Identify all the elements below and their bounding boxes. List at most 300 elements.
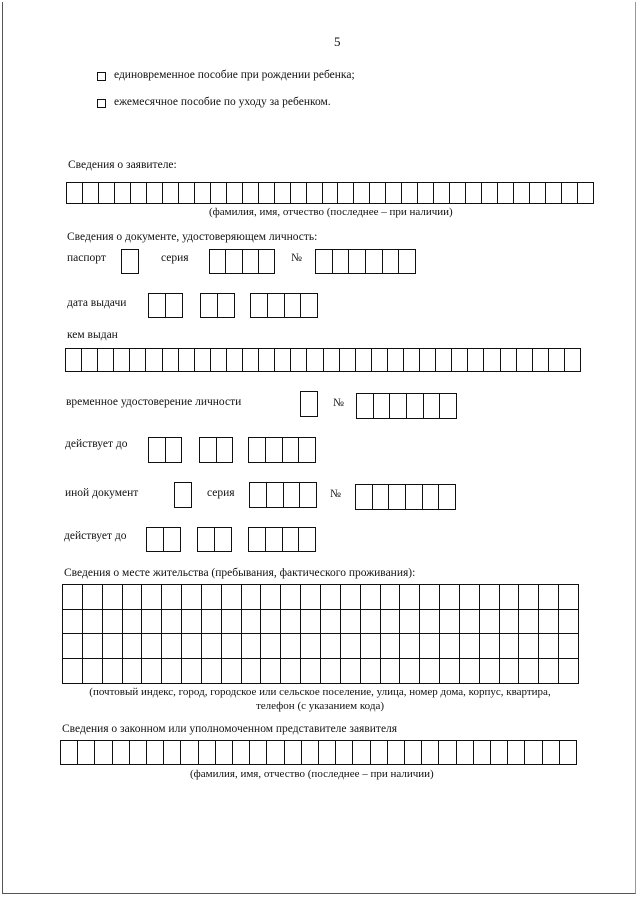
input-cell[interactable]: [321, 585, 341, 609]
input-cell[interactable]: [122, 250, 138, 273]
temp-id-valid-until-label: действует до: [65, 438, 128, 450]
input-cell[interactable]: [291, 183, 307, 203]
input-cell[interactable]: [549, 349, 565, 371]
temp-id-valid-day-field[interactable]: [148, 437, 182, 463]
input-cell[interactable]: [130, 741, 147, 764]
other-doc-number-sign: №: [330, 488, 341, 500]
input-cell[interactable]: [338, 183, 354, 203]
temp-id-valid-year-field[interactable]: [248, 437, 316, 463]
input-cell[interactable]: [361, 585, 381, 609]
input-cell[interactable]: [539, 610, 559, 634]
input-cell[interactable]: [131, 183, 147, 203]
input-cell[interactable]: [163, 349, 179, 371]
input-cell[interactable]: [480, 634, 500, 658]
input-cell[interactable]: [195, 183, 211, 203]
other-doc-series-label: серия: [207, 487, 235, 499]
input-cell[interactable]: [434, 183, 450, 203]
input-cell[interactable]: [226, 250, 242, 273]
input-cell[interactable]: [407, 394, 424, 418]
input-cell[interactable]: [63, 610, 83, 634]
input-cell[interactable]: [301, 634, 321, 658]
input-cell[interactable]: [539, 585, 559, 609]
input-cell[interactable]: [182, 634, 202, 658]
input-cell[interactable]: [202, 585, 222, 609]
temp-id-label: временное удостоверение личности: [66, 396, 242, 408]
input-cell[interactable]: [440, 610, 460, 634]
grid-row: [63, 585, 578, 610]
input-cell[interactable]: [259, 183, 275, 203]
input-cell[interactable]: [389, 485, 406, 509]
input-cell[interactable]: [386, 183, 402, 203]
input-cell[interactable]: [460, 610, 480, 634]
input-cell[interactable]: [450, 183, 466, 203]
input-cell[interactable]: [301, 659, 321, 684]
input-cell[interactable]: [402, 183, 418, 203]
input-cell[interactable]: [66, 349, 82, 371]
input-cell[interactable]: [559, 585, 578, 609]
input-cell[interactable]: [480, 659, 500, 684]
input-cell[interactable]: [218, 294, 234, 317]
identity-doc-heading: Сведения о документе, удостоверяющем личность:: [67, 231, 318, 243]
input-cell[interactable]: [578, 183, 593, 203]
input-cell[interactable]: [78, 741, 95, 764]
input-cell[interactable]: [340, 349, 356, 371]
passport-series-label: серия: [161, 252, 189, 264]
input-cell[interactable]: [227, 183, 243, 203]
temp-id-valid-month-field[interactable]: [199, 437, 233, 463]
other-doc-checkbox[interactable]: [174, 482, 192, 508]
input-cell[interactable]: [418, 183, 434, 203]
input-cell[interactable]: [302, 741, 319, 764]
input-cell[interactable]: [321, 610, 341, 634]
input-cell[interactable]: [353, 741, 370, 764]
input-cell[interactable]: [275, 349, 291, 371]
input-cell[interactable]: [281, 634, 301, 658]
input-cell[interactable]: [399, 250, 415, 273]
input-cell[interactable]: [211, 349, 227, 371]
input-cell[interactable]: [149, 294, 166, 317]
input-cell[interactable]: [163, 183, 179, 203]
input-cell[interactable]: [63, 634, 83, 658]
input-cell[interactable]: [400, 634, 420, 658]
input-cell[interactable]: [316, 250, 333, 273]
input-cell[interactable]: [123, 634, 143, 658]
input-cell[interactable]: [123, 659, 143, 684]
input-cell[interactable]: [142, 634, 162, 658]
input-cell[interactable]: [517, 349, 533, 371]
issue-date-label: дата выдачи: [67, 297, 127, 309]
input-cell[interactable]: [281, 659, 301, 684]
input-cell[interactable]: [300, 483, 316, 507]
input-cell[interactable]: [539, 659, 559, 684]
input-cell[interactable]: [460, 585, 480, 609]
input-cell[interactable]: [249, 438, 266, 462]
input-cell[interactable]: [560, 741, 576, 764]
input-cell[interactable]: [508, 741, 525, 764]
input-cell[interactable]: [103, 659, 123, 684]
input-cell[interactable]: [390, 394, 407, 418]
temp-id-checkbox[interactable]: [300, 391, 318, 417]
input-cell[interactable]: [354, 183, 370, 203]
page-number: 5: [334, 34, 341, 49]
input-cell[interactable]: [361, 659, 381, 684]
input-cell[interactable]: [63, 659, 83, 684]
input-cell[interactable]: [83, 585, 103, 609]
input-cell[interactable]: [559, 659, 578, 684]
input-cell[interactable]: [404, 349, 420, 371]
input-cell[interactable]: [222, 659, 242, 684]
residence-address-grid[interactable]: [62, 584, 579, 684]
input-cell[interactable]: [482, 183, 498, 203]
input-cell[interactable]: [251, 294, 268, 317]
input-cell[interactable]: [374, 394, 391, 418]
input-cell[interactable]: [324, 349, 340, 371]
input-cell[interactable]: [210, 250, 226, 273]
input-cell[interactable]: [559, 610, 578, 634]
input-cell[interactable]: [420, 659, 440, 684]
input-cell[interactable]: [130, 349, 146, 371]
input-cell[interactable]: [250, 741, 267, 764]
input-cell[interactable]: [452, 349, 468, 371]
input-cell[interactable]: [341, 610, 361, 634]
input-cell[interactable]: [243, 183, 259, 203]
input-cell[interactable]: [162, 610, 182, 634]
input-cell[interactable]: [440, 659, 460, 684]
input-cell[interactable]: [466, 183, 482, 203]
input-cell[interactable]: [341, 634, 361, 658]
input-cell[interactable]: [420, 585, 440, 609]
grid-row: [63, 659, 578, 684]
input-cell[interactable]: [519, 634, 539, 658]
input-cell[interactable]: [243, 250, 259, 273]
representative-heading: Сведения о законном или уполномоченном представителе заявителя: [62, 723, 398, 735]
input-cell[interactable]: [266, 528, 283, 551]
other-doc-label: иной документ: [65, 487, 139, 499]
input-cell[interactable]: [460, 634, 480, 658]
temp-id-number-field[interactable]: [356, 393, 457, 419]
input-cell[interactable]: [199, 741, 216, 764]
input-cell[interactable]: [440, 634, 460, 658]
input-cell[interactable]: [514, 183, 530, 203]
input-cell[interactable]: [381, 610, 401, 634]
input-cell[interactable]: [233, 741, 250, 764]
temp-id-number-sign: №: [333, 397, 344, 409]
input-cell[interactable]: [500, 610, 520, 634]
input-cell[interactable]: [182, 659, 202, 684]
input-cell[interactable]: [405, 741, 422, 764]
input-cell[interactable]: [83, 634, 103, 658]
input-cell[interactable]: [83, 610, 103, 634]
input-cell[interactable]: [242, 610, 262, 634]
input-cell[interactable]: [301, 610, 321, 634]
input-cell[interactable]: [283, 528, 300, 551]
input-cell[interactable]: [103, 634, 123, 658]
input-cell[interactable]: [82, 349, 98, 371]
input-cell[interactable]: [147, 528, 164, 551]
input-cell[interactable]: [500, 659, 520, 684]
input-cell[interactable]: [422, 741, 439, 764]
input-cell[interactable]: [546, 183, 562, 203]
input-cell[interactable]: [98, 349, 114, 371]
input-cell[interactable]: [115, 183, 131, 203]
input-cell[interactable]: [267, 483, 284, 507]
input-cell[interactable]: [491, 741, 508, 764]
input-cell[interactable]: [166, 438, 182, 462]
input-cell[interactable]: [420, 610, 440, 634]
input-cell[interactable]: [439, 741, 456, 764]
input-cell[interactable]: [227, 349, 243, 371]
input-cell[interactable]: [261, 610, 281, 634]
input-cell[interactable]: [222, 610, 242, 634]
input-cell[interactable]: [99, 183, 115, 203]
input-cell[interactable]: [275, 183, 291, 203]
input-cell[interactable]: [103, 610, 123, 634]
input-cell[interactable]: [436, 349, 452, 371]
input-cell[interactable]: [420, 349, 436, 371]
input-cell[interactable]: [361, 634, 381, 658]
input-cell[interactable]: [457, 741, 474, 764]
input-cell[interactable]: [142, 585, 162, 609]
input-cell[interactable]: [202, 634, 222, 658]
passport-series-field[interactable]: [209, 249, 275, 274]
input-cell[interactable]: [301, 585, 321, 609]
input-cell[interactable]: [291, 349, 307, 371]
input-cell[interactable]: [370, 183, 386, 203]
other-doc-valid-year-field[interactable]: [248, 527, 316, 552]
input-cell[interactable]: [198, 528, 215, 551]
passport-checkbox[interactable]: [121, 249, 139, 274]
input-cell[interactable]: [400, 585, 420, 609]
input-cell[interactable]: [285, 294, 302, 317]
input-cell[interactable]: [480, 610, 500, 634]
input-cell[interactable]: [222, 585, 242, 609]
input-cell[interactable]: [182, 585, 202, 609]
input-cell[interactable]: [250, 483, 267, 507]
input-cell[interactable]: [114, 349, 130, 371]
input-cell[interactable]: [261, 634, 281, 658]
input-cell[interactable]: [149, 438, 166, 462]
input-cell[interactable]: [366, 250, 383, 273]
input-cell[interactable]: [383, 250, 400, 273]
input-cell[interactable]: [400, 610, 420, 634]
input-cell[interactable]: [147, 183, 163, 203]
residence-caption-line-2: телефон (с указанием кода): [255, 700, 385, 712]
input-cell[interactable]: [259, 349, 275, 371]
input-cell[interactable]: [381, 585, 401, 609]
input-cell[interactable]: [281, 585, 301, 609]
input-cell[interactable]: [181, 741, 198, 764]
input-cell[interactable]: [61, 741, 78, 764]
input-cell[interactable]: [267, 741, 284, 764]
input-cell[interactable]: [439, 485, 455, 509]
input-cell[interactable]: [500, 585, 520, 609]
input-cell[interactable]: [113, 741, 130, 764]
input-cell[interactable]: [284, 483, 301, 507]
other-doc-valid-day-field[interactable]: [146, 527, 181, 552]
input-cell[interactable]: [440, 394, 456, 418]
input-cell[interactable]: [543, 741, 560, 764]
input-cell[interactable]: [519, 659, 539, 684]
input-cell[interactable]: [468, 349, 484, 371]
issue-date-month-field[interactable]: [200, 293, 235, 318]
input-cell[interactable]: [525, 741, 542, 764]
other-doc-valid-until-label: действует до: [64, 530, 127, 542]
checkbox-monthly-benefit[interactable]: [97, 95, 106, 113]
input-cell[interactable]: [319, 741, 336, 764]
input-cell[interactable]: [200, 438, 217, 462]
input-cell[interactable]: [266, 438, 283, 462]
input-cell[interactable]: [268, 294, 285, 317]
issue-date-year-field[interactable]: [250, 293, 318, 318]
input-cell[interactable]: [301, 392, 317, 416]
input-cell[interactable]: [283, 438, 300, 462]
input-cell[interactable]: [162, 634, 182, 658]
passport-number-field[interactable]: [315, 249, 416, 274]
input-cell[interactable]: [299, 528, 315, 551]
input-cell[interactable]: [243, 349, 259, 371]
input-cell[interactable]: [195, 349, 211, 371]
input-cell[interactable]: [420, 634, 440, 658]
input-cell[interactable]: [381, 634, 401, 658]
input-cell[interactable]: [400, 659, 420, 684]
applicant-name-field[interactable]: [66, 182, 594, 204]
input-cell[interactable]: [349, 250, 366, 273]
input-cell[interactable]: [202, 659, 222, 684]
input-cell[interactable]: [381, 659, 401, 684]
representative-name-field[interactable]: [60, 740, 577, 765]
input-cell[interactable]: [460, 659, 480, 684]
input-cell[interactable]: [217, 438, 233, 462]
passport-label: паспорт: [67, 252, 106, 264]
input-cell[interactable]: [162, 585, 182, 609]
input-cell[interactable]: [519, 585, 539, 609]
input-cell[interactable]: [480, 585, 500, 609]
input-cell[interactable]: [83, 183, 99, 203]
input-cell[interactable]: [501, 349, 517, 371]
input-cell[interactable]: [123, 610, 143, 634]
input-cell[interactable]: [261, 659, 281, 684]
input-cell[interactable]: [299, 438, 315, 462]
input-cell[interactable]: [216, 741, 233, 764]
input-cell[interactable]: [341, 585, 361, 609]
input-cell[interactable]: [201, 294, 218, 317]
input-cell[interactable]: [539, 634, 559, 658]
input-cell[interactable]: [307, 349, 323, 371]
input-cell[interactable]: [372, 349, 388, 371]
input-cell[interactable]: [281, 610, 301, 634]
input-cell[interactable]: [285, 741, 302, 764]
input-cell[interactable]: [242, 634, 262, 658]
input-cell[interactable]: [162, 659, 182, 684]
input-cell[interactable]: [166, 294, 182, 317]
input-cell[interactable]: [211, 183, 227, 203]
input-cell[interactable]: [164, 741, 181, 764]
input-cell[interactable]: [164, 528, 180, 551]
input-cell[interactable]: [123, 585, 143, 609]
residence-caption-line-1: (почтовый индекс, город, городское или сельское поселение, улица, номер дома, корпус, квартира,: [89, 686, 551, 698]
input-cell[interactable]: [301, 294, 317, 317]
other-doc-valid-month-field[interactable]: [197, 527, 232, 552]
passport-number-sign: №: [291, 252, 302, 264]
input-cell[interactable]: [371, 741, 388, 764]
input-cell[interactable]: [333, 250, 350, 273]
input-cell[interactable]: [67, 183, 83, 203]
checkbox-one-time-benefit[interactable]: [97, 68, 106, 86]
input-cell[interactable]: [357, 394, 374, 418]
input-cell[interactable]: [182, 610, 202, 634]
input-cell[interactable]: [179, 349, 195, 371]
input-cell[interactable]: [242, 585, 262, 609]
input-cell[interactable]: [440, 585, 460, 609]
input-cell[interactable]: [388, 349, 404, 371]
input-cell[interactable]: [361, 610, 381, 634]
input-cell[interactable]: [222, 634, 242, 658]
input-cell[interactable]: [321, 634, 341, 658]
input-cell[interactable]: [146, 349, 162, 371]
input-cell[interactable]: [175, 483, 191, 507]
input-cell[interactable]: [484, 349, 500, 371]
input-cell[interactable]: [147, 741, 164, 764]
input-cell[interactable]: [63, 585, 83, 609]
applicant-name-caption: (фамилия, имя, отчество (последнее – при наличии): [209, 206, 453, 218]
grid-row: [63, 634, 578, 659]
input-cell[interactable]: [530, 183, 546, 203]
input-cell[interactable]: [356, 349, 372, 371]
monthly-benefit-label: ежемесячное пособие по уходу за ребенком.: [114, 96, 331, 108]
input-cell[interactable]: [307, 183, 323, 203]
input-cell[interactable]: [83, 659, 103, 684]
other-doc-series-field[interactable]: [249, 482, 317, 508]
input-cell[interactable]: [321, 659, 341, 684]
input-cell[interactable]: [261, 585, 281, 609]
issued-by-field[interactable]: [65, 348, 581, 372]
input-cell[interactable]: [519, 610, 539, 634]
input-cell[interactable]: [356, 485, 373, 509]
issue-date-day-field[interactable]: [148, 293, 183, 318]
input-cell[interactable]: [500, 634, 520, 658]
representative-name-caption: (фамилия, имя, отчество (последнее – при наличии): [190, 768, 434, 780]
input-cell[interactable]: [562, 183, 578, 203]
other-doc-number-field[interactable]: [355, 484, 456, 510]
input-cell[interactable]: [341, 659, 361, 684]
input-cell[interactable]: [498, 183, 514, 203]
input-cell[interactable]: [242, 659, 262, 684]
input-cell[interactable]: [249, 528, 266, 551]
one-time-benefit-label: единовременное пособие при рождении ребенка;: [114, 69, 355, 81]
input-cell[interactable]: [424, 394, 441, 418]
input-cell[interactable]: [215, 528, 231, 551]
input-cell[interactable]: [323, 183, 339, 203]
input-cell[interactable]: [559, 634, 578, 658]
input-cell[interactable]: [565, 349, 580, 371]
input-cell[interactable]: [388, 741, 405, 764]
applicant-heading: Сведения о заявителе:: [68, 159, 177, 171]
input-cell[interactable]: [202, 610, 222, 634]
input-cell[interactable]: [103, 585, 123, 609]
input-cell[interactable]: [142, 610, 162, 634]
input-cell[interactable]: [474, 741, 491, 764]
grid-row: [63, 610, 578, 635]
input-cell[interactable]: [95, 741, 112, 764]
input-cell[interactable]: [423, 485, 440, 509]
input-cell[interactable]: [533, 349, 549, 371]
input-cell[interactable]: [142, 659, 162, 684]
input-cell[interactable]: [259, 250, 274, 273]
input-cell[interactable]: [406, 485, 423, 509]
input-cell[interactable]: [373, 485, 390, 509]
input-cell[interactable]: [336, 741, 353, 764]
input-cell[interactable]: [179, 183, 195, 203]
